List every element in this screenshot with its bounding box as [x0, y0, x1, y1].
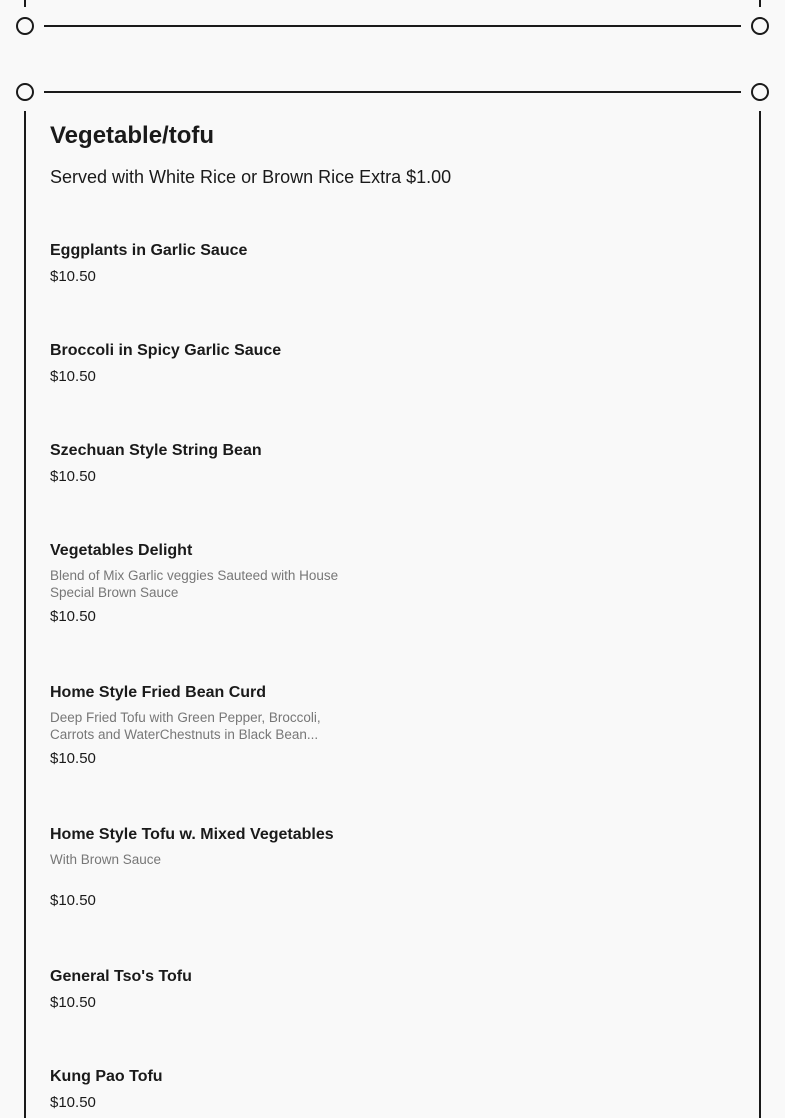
menu-item-name[interactable]: Kung Pao Tofu [50, 1068, 163, 1085]
menu-item-description: Deep Fried Tofu with Green Pepper, Broccoli, Carrots and WaterChestnuts in Black Bean... [50, 710, 321, 742]
menu-item-name[interactable]: Eggplants in Garlic Sauce [50, 242, 248, 259]
menu-item-price: $10.50 [50, 750, 96, 767]
card-corner-decoration [16, 17, 34, 35]
menu-item-name[interactable]: Home Style Tofu w. Mixed Vegetables [50, 826, 334, 843]
section-subtitle: Served with White Rice or Brown Rice Extra $1.00 [50, 167, 452, 187]
menu-item-price: $10.50 [50, 994, 96, 1011]
menu-item-price: $10.50 [50, 1094, 96, 1111]
vegetable-tofu-section-card [24, 91, 761, 1118]
card-corner-decoration [16, 83, 34, 101]
menu-item[interactable] [50, 241, 350, 287]
menu-item-price: $10.50 [50, 468, 96, 485]
menu-item[interactable] [50, 825, 350, 911]
menu-item-price: $10.50 [50, 368, 96, 385]
section-content [50, 121, 730, 1111]
menu-item-price: $10.50 [50, 268, 96, 285]
menu-item-description: With Brown Sauce [50, 852, 162, 867]
menu-item-name[interactable]: Home Style Fried Bean Curd [50, 684, 267, 701]
card-corner-decoration [751, 17, 769, 35]
menu-item[interactable] [50, 541, 350, 627]
menu-item-description: Blend of Mix Garlic veggies Sauteed with House Special Brown Sauce [50, 568, 339, 600]
card-corner-decoration [751, 83, 769, 101]
menu-item-price: $10.50 [50, 608, 96, 625]
menu-item-name[interactable]: General Tso's Tofu [50, 968, 192, 985]
menu-item[interactable] [50, 967, 350, 1013]
menu-item-price: $10.50 [50, 892, 96, 909]
menu-item[interactable] [50, 683, 350, 769]
section-title: Vegetable/tofu [50, 122, 215, 149]
previous-section-card [24, 0, 761, 27]
menu-item-name[interactable]: Szechuan Style String Bean [50, 442, 262, 459]
menu-item[interactable] [50, 1067, 350, 1113]
menu-item-name[interactable]: Vegetables Delight [50, 542, 193, 559]
menu-item-name[interactable]: Broccoli in Spicy Garlic Sauce [50, 342, 282, 359]
menu-item[interactable] [50, 341, 350, 387]
menu-item[interactable] [50, 441, 350, 487]
